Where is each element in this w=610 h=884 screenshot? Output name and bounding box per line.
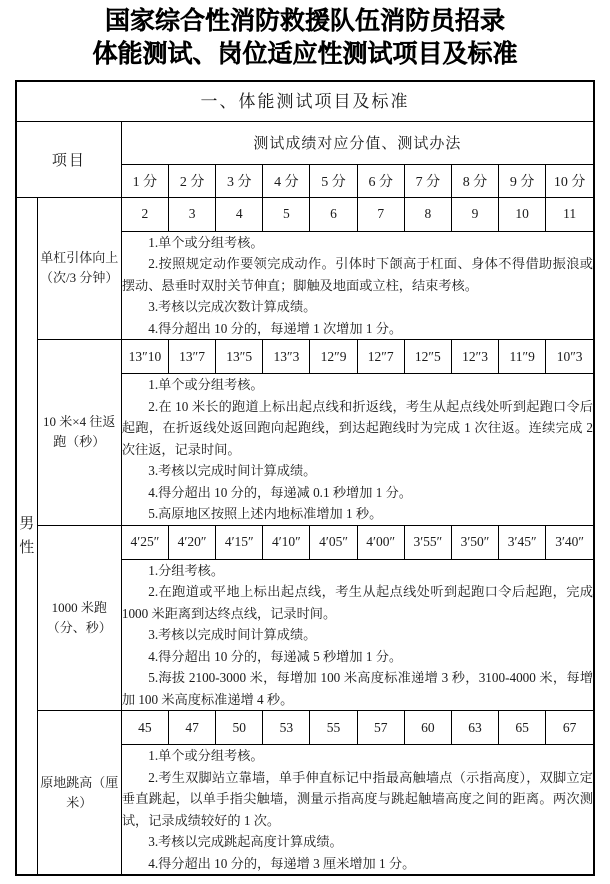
section-title-row [16,81,594,121]
table-row [16,197,594,231]
item-label-shuttle: 10 米×4 往返跑（秒） [37,340,121,526]
value-cell: 4 [216,197,263,231]
value-cell: 65 [499,711,546,745]
table-body [16,81,594,875]
value-cell: 3′40″ [546,525,594,559]
header-score-5: 5 分 [310,164,357,197]
value-cell: 8 [404,197,451,231]
header-score-7: 7 分 [404,164,451,197]
item-label-vertical-jump: 原地跳高（厘米） [37,711,121,876]
header-score-10: 10 分 [546,164,594,197]
note-line: 1.单个或分组考核。 [148,234,264,250]
header-score-4: 4 分 [263,164,310,197]
header-score-3: 3 分 [216,164,263,197]
note-line: 1.单个或分组考核。 [148,748,264,763]
header-score-8: 8 分 [451,164,498,197]
fitness-standards-table [15,80,595,876]
notes-vertical-jump [121,745,594,876]
note-line: 2.考生双脚站立靠墙，单手伸直标记中指最高触墙点（示指高度），双脚立定垂直跳起，以单手指尖触墙，测量示指高度与跳起触墙高度之间的距离。两次测试，记录成绩较好的 1 次。 [121,769,593,828]
page-title-line-1: 国家综合性消防救援队伍消防员招录 [104,8,505,35]
note-line: 4.得分超出 10 分的，每递增 1 次增加 1 分。 [148,320,403,336]
value-cell: 4′20″ [169,525,216,559]
header-score-2: 2 分 [169,164,216,197]
value-cell: 6 [310,197,357,231]
value-cell: 63 [451,711,498,745]
value-cell: 12″7 [357,340,404,374]
header-row-group [16,121,594,164]
value-cell: 4′15″ [216,525,263,559]
value-cell: 13″10 [121,340,168,374]
note-line: 2.在跑道或平地上标出起点线，考生从起点线处听到起跑口令后起跑，完成 1000 米距离到达终点线，记录时间。 [121,584,593,621]
page-title [0,0,610,71]
value-cell: 45 [121,711,168,745]
notes-shuttle [121,374,594,526]
value-cell: 10″3 [546,340,594,374]
value-cell: 13″7 [169,340,216,374]
value-cell: 4′00″ [357,525,404,559]
note-line: 3.考核以完成跳起高度计算成绩。 [148,834,343,849]
note-line: 3.考核以完成时间计算成绩。 [148,463,317,478]
value-cell: 53 [263,711,310,745]
value-cell: 4′10″ [263,525,310,559]
header-item-label: 项目 [16,121,121,197]
value-cell: 13″5 [216,340,263,374]
value-cell: 60 [404,711,451,745]
value-cell: 11″9 [499,340,546,374]
value-cell: 67 [546,711,594,745]
value-cell: 3′50″ [451,525,498,559]
note-line: 2.在 10 米长的跑道上标出起点线和折返线，考生从起点线处听到起跑口令后起跑，在折返线处返回跑向起跑线，到达起跑线时为完成 1 次往返。连续完成 2 次往返，记录时间。 [121,398,593,457]
gender-label [16,197,37,875]
gender-char-1: 男 [19,515,35,532]
value-cell: 3 [169,197,216,231]
note-line: 4.得分超出 10 分的，每递增 3 厘米增加 1 分。 [148,855,416,871]
note-line: 1.分组考核。 [148,562,225,578]
header-score-9: 9 分 [499,164,546,197]
value-cell: 4′05″ [310,525,357,559]
value-cell: 9 [451,197,498,231]
value-cell: 12″3 [451,340,498,374]
table-row [16,340,594,374]
header-score-6: 6 分 [357,164,404,197]
value-cell: 2 [121,197,168,231]
note-line: 4.得分超出 10 分的，每递减 0.1 秒增加 1 分。 [148,484,412,500]
note-line: 4.得分超出 10 分的，每递减 5 秒增加 1 分。 [148,648,403,664]
table-row [16,525,594,559]
value-cell: 5 [263,197,310,231]
header-score-group-label: 测试成绩对应分值、测试办法 [121,121,594,164]
value-cell: 7 [357,197,404,231]
value-cell: 3′45″ [499,525,546,559]
item-label-1000m: 1000 米跑（分、秒） [37,525,121,711]
note-line: 2.按照规定动作要领完成动作。引体时下颌高于杠面、身体不得借助振浪或摆动、悬垂时双肘关节伸直；脚触及地面或立柱，结束考核。 [121,256,593,293]
value-cell: 11 [546,197,594,231]
note-line: 3.考核以完成时间计算成绩。 [148,627,317,642]
value-cell: 57 [357,711,404,745]
table-row [16,711,594,745]
page-title-line-2: 体能测试、岗位适应性测试项目及标准 [92,41,518,68]
notes-1000m [121,559,594,711]
gender-char-2: 性 [19,539,35,556]
value-cell: 13″3 [263,340,310,374]
note-line: 1.单个或分组考核。 [148,377,264,392]
note-line: 3.考核以完成次数计算成绩。 [148,299,317,314]
standards-table-wrapper [15,80,595,876]
value-cell: 3′55″ [404,525,451,559]
note-line: 5.高原地区按照上述内地标准增加 1 秒。 [148,506,383,521]
header-score-1: 1 分 [121,164,168,197]
value-cell: 50 [216,711,263,745]
value-cell: 10 [499,197,546,231]
value-cell: 47 [169,711,216,745]
item-label-pullup: 单杠引体向上（次/3 分钟） [37,197,121,340]
note-line: 5.海拔 2100-3000 米，每增加 100 米高度标准递增 3 秒，3100-4000 米，每增加 100 米高度标准递增 4 秒。 [121,670,593,707]
value-cell: 55 [310,711,357,745]
notes-pullup [121,231,594,340]
value-cell: 12″9 [310,340,357,374]
section-title: 一、体能测试项目及标准 [16,81,594,121]
value-cell: 12″5 [404,340,451,374]
value-cell: 4′25″ [121,525,168,559]
